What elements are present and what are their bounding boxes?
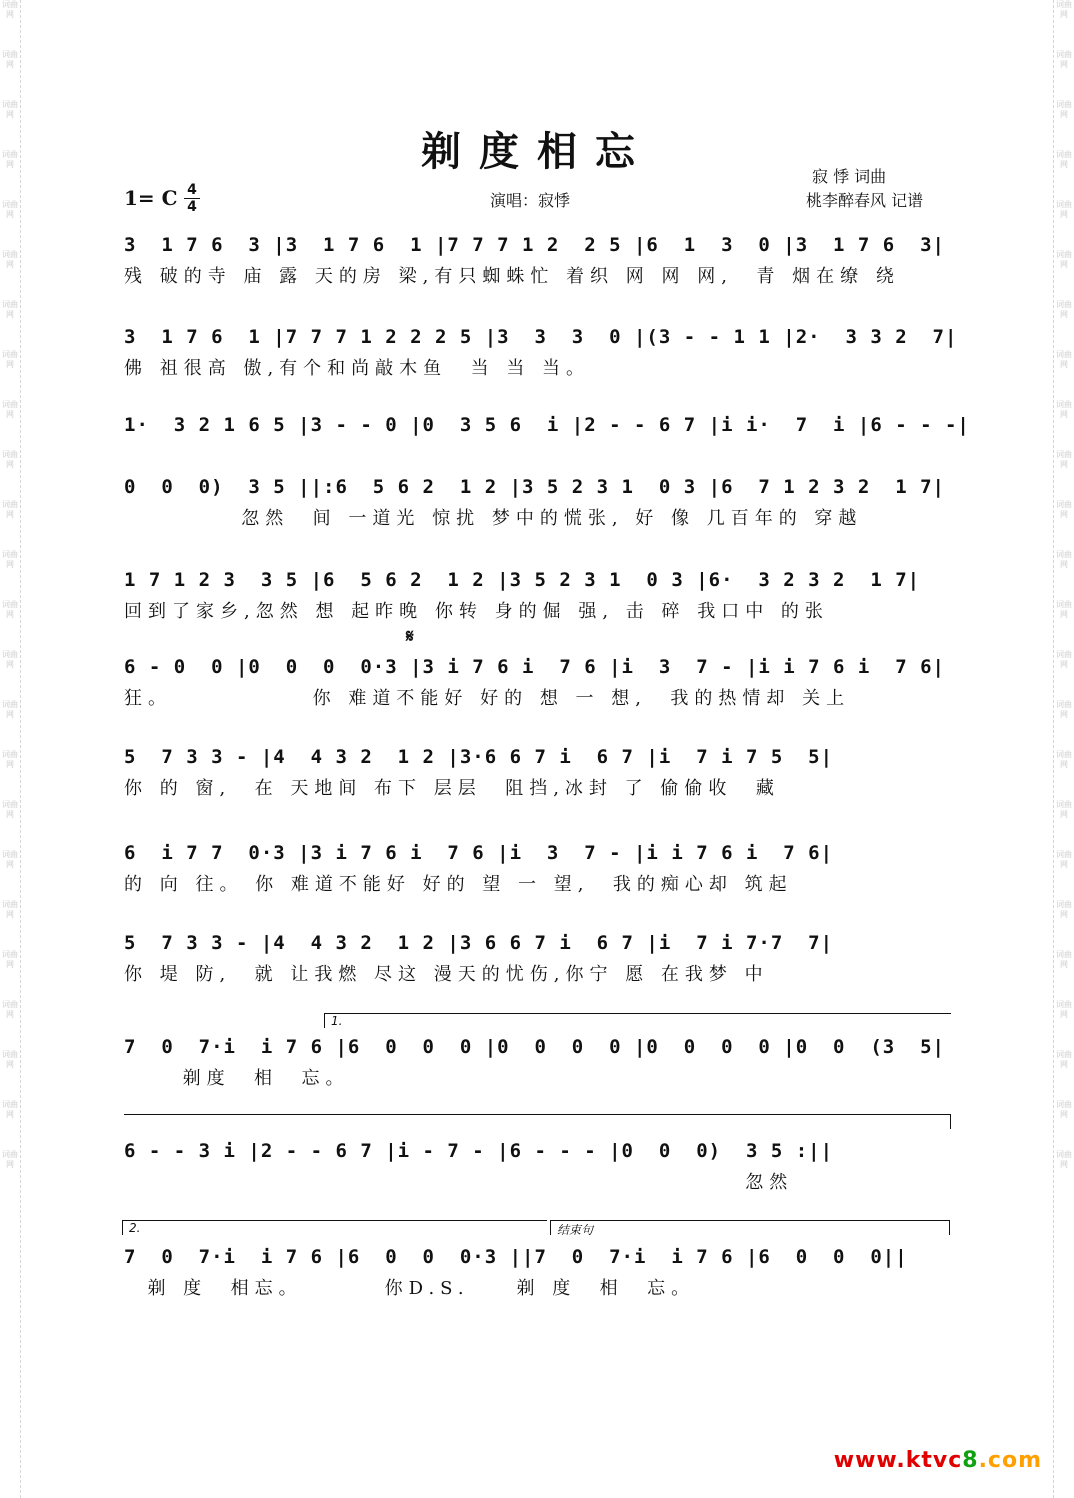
watermark: 词曲网 xyxy=(1056,750,1072,769)
notes-line: 7 0 7·i i 7 6 |6 0 0 0·3 ||7 0 7·i i 7 6 |6 0 0 0|| xyxy=(124,1246,908,1268)
lyrics-line: 你 堤 防, 就 让我燃 尽这 漫天的忧伤,你宁 愿 在我梦 中 xyxy=(124,964,769,985)
watermark: 词曲网 xyxy=(2,1150,18,1169)
notes-line: 0 0 0) 3 5 ||:6 5 6 2 1 2 |3 5 2 3 1 0 3 |6 7 1 2 3 2 1 7| xyxy=(124,476,945,498)
notes-line: 5 7 3 3 - |4 4 3 2 1 2 |3 6 6 7 i 6 7 |i 7 i 7·7 7| xyxy=(124,932,834,954)
lyrics-line: 剃度 相 忘。 xyxy=(124,1068,350,1089)
score-system-1 xyxy=(124,230,954,288)
score-system-11 xyxy=(124,1136,954,1194)
score-system-8 xyxy=(124,838,954,896)
watermark: 词曲网 xyxy=(1056,100,1072,119)
watermark: 词曲网 xyxy=(2,700,18,719)
site-part-3: 8 xyxy=(962,1448,979,1473)
watermark: 词曲网 xyxy=(1056,0,1072,19)
notes-line: 6 i 7 7 0·3 |3 i 7 6 i 7 6 |i 3 7 - |i i 7 6 i 7 6| xyxy=(124,842,834,864)
score-system-7 xyxy=(124,742,954,800)
first-ending-label: 1. xyxy=(331,1014,343,1028)
watermark: 词曲网 xyxy=(2,300,18,319)
watermark: 词曲网 xyxy=(2,100,18,119)
watermark: 词曲网 xyxy=(1056,900,1072,919)
watermark: 词曲网 xyxy=(2,1100,18,1119)
watermark: 词曲网 xyxy=(2,900,18,919)
watermark: 词曲网 xyxy=(1056,850,1072,869)
site-part-1: www. xyxy=(833,1448,906,1473)
score-system-6 xyxy=(124,652,954,710)
watermark: 词曲网 xyxy=(1056,950,1072,969)
notes-line: 1· 3 2 1 6 5 |3 - - 0 |0 3 5 6 i |2 - - 6 7 |i i· 7 i |6 - - -| xyxy=(124,414,970,436)
second-ending-label: 2. xyxy=(129,1221,141,1235)
notes-line: 5 7 3 3 - |4 4 3 2 1 2 |3·6 6 7 i 6 7 |i 7 i 7 5 5| xyxy=(124,746,834,768)
watermark: 词曲网 xyxy=(1056,250,1072,269)
watermark: 词曲网 xyxy=(1056,50,1072,69)
song-title: 剃度相忘 xyxy=(421,128,653,175)
watermark: 词曲网 xyxy=(1056,200,1072,219)
lyricist-composer-credit: 寂 悸 词曲 xyxy=(812,167,887,186)
score-system-3 xyxy=(124,410,970,442)
lyrics-line: 狂。 你 难道不能好 好的 想 一 想, 我的热情却 关上 xyxy=(124,688,851,709)
watermark: 词曲网 xyxy=(2,250,18,269)
score-system-12 xyxy=(124,1242,954,1300)
watermark: 词曲网 xyxy=(1056,1050,1072,1069)
score-system-10 xyxy=(124,1032,954,1090)
time-signature xyxy=(184,182,200,215)
notes-line: 6 - 0 0 |0 0 0 0·3 |3 i 7 6 i 7 6 |i 3 7 - |i i 7 6 i 7 6| xyxy=(124,656,945,678)
watermark: 词曲网 xyxy=(2,850,18,869)
lyrics-line: 残 破的寺 庙 露 天的房 梁,有只蜘蛛忙 着织 网 网 网, 青 烟在缭 绕 xyxy=(124,266,900,287)
lyrics-line: 你 的 窗, 在 天地间 布下 层层 阻挡,冰封 了 偷偷收 藏 xyxy=(124,778,780,799)
watermark: 词曲网 xyxy=(1056,300,1072,319)
site-part-2: ktvc xyxy=(905,1448,963,1473)
watermark: 词曲网 xyxy=(1056,350,1072,369)
segno-sign: 𝄋 xyxy=(406,626,414,647)
time-signature-top: 4 xyxy=(187,182,197,198)
lyrics-line: 佛 祖很高 傲,有个和尚敲木鱼 当 当 当。 xyxy=(124,358,591,379)
watermark: 词曲网 xyxy=(1056,400,1072,419)
watermark: 词曲网 xyxy=(2,550,18,569)
lyrics-line: 忽然 间 一道光 惊扰 梦中的慌张, 好 像 几百年的 穿越 xyxy=(124,508,863,529)
first-ending-bracket-continuation xyxy=(124,1114,951,1129)
score-system-5 xyxy=(124,565,954,623)
ending-phrase-label: 结束句 xyxy=(557,1223,594,1237)
watermark: 词曲网 xyxy=(1056,650,1072,669)
watermark: 词曲网 xyxy=(1056,800,1072,819)
notes-line: 6 - - 3 i |2 - - 6 7 |i - 7 - |6 - - - |0 0 0) 3 5 :|| xyxy=(124,1140,834,1162)
watermark: 词曲网 xyxy=(2,450,18,469)
notes-line: 3 1 7 6 1 |7 7 7 1 2 2 2 5 |3 3 3 0 |(3 - - 1 1 |2· 3 3 2 7| xyxy=(124,326,958,348)
watermark: 词曲网 xyxy=(1056,1150,1072,1169)
notes-line: 3 1 7 6 3 |3 1 7 6 1 |7 7 7 1 2 2 5 |6 1 3 0 |3 1 7 6 3| xyxy=(124,234,945,256)
watermark: 词曲网 xyxy=(2,650,18,669)
watermark: 词曲网 xyxy=(2,500,18,519)
time-signature-bottom: 4 xyxy=(187,199,197,215)
watermark: 词曲网 xyxy=(2,1050,18,1069)
watermark: 词曲网 xyxy=(1056,1000,1072,1019)
lyrics-line: 回到了家乡,忽然 想 起昨晚 你转 身的倔 强, 击 碎 我口中 的张 xyxy=(124,601,829,622)
site-part-4: .com xyxy=(978,1448,1042,1473)
watermark: 词曲网 xyxy=(2,50,18,69)
watermark: 词曲网 xyxy=(1056,700,1072,719)
watermark: 词曲网 xyxy=(2,0,18,19)
key-signature: 1= C xyxy=(124,186,178,210)
singer-credit: 演唱：寂悸 xyxy=(490,191,571,210)
watermark: 词曲网 xyxy=(2,750,18,769)
watermark: 词曲网 xyxy=(2,600,18,619)
site-watermark xyxy=(834,1448,1042,1473)
watermark: 词曲网 xyxy=(2,800,18,819)
watermark: 词曲网 xyxy=(1056,500,1072,519)
watermark: 词曲网 xyxy=(1056,600,1072,619)
watermark: 词曲网 xyxy=(1056,150,1072,169)
lyrics-line: 剃 度 相忘。 你D.S. 剃 度 相 忘。 xyxy=(124,1278,696,1299)
notes-line: 1 7 1 2 3 3 5 |6 5 6 2 1 2 |3 5 2 3 1 0 3 |6· 3 2 3 2 1 7| xyxy=(124,569,921,591)
watermark: 词曲网 xyxy=(1056,1100,1072,1119)
left-watermark-strip xyxy=(0,0,21,1498)
first-ending-bracket xyxy=(324,1013,951,1028)
watermark: 词曲网 xyxy=(1056,550,1072,569)
transcriber-credit: 桃李醉春风 记谱 xyxy=(806,191,924,210)
second-ending-bracket xyxy=(122,1220,547,1235)
watermark: 词曲网 xyxy=(2,400,18,419)
watermark: 词曲网 xyxy=(2,200,18,219)
watermark: 词曲网 xyxy=(1056,450,1072,469)
notes-line: 7 0 7·i i 7 6 |6 0 0 0 |0 0 0 0 |0 0 0 0 |0 0 (3 5| xyxy=(124,1036,945,1058)
watermark: 词曲网 xyxy=(2,950,18,969)
lyrics-line: 的 向 往。 你 难道不能好 好的 望 一 望, 我的痴心却 筑起 xyxy=(124,874,793,895)
watermark: 词曲网 xyxy=(2,150,18,169)
watermark: 词曲网 xyxy=(2,1000,18,1019)
watermark: 词曲网 xyxy=(2,350,18,369)
ending-phrase-bracket xyxy=(550,1220,950,1235)
score-system-9 xyxy=(124,928,954,986)
score-system-2 xyxy=(124,322,958,380)
right-watermark-strip xyxy=(1053,0,1074,1498)
lyrics-line: 忽然 xyxy=(124,1172,794,1193)
score-system-4 xyxy=(124,472,954,530)
